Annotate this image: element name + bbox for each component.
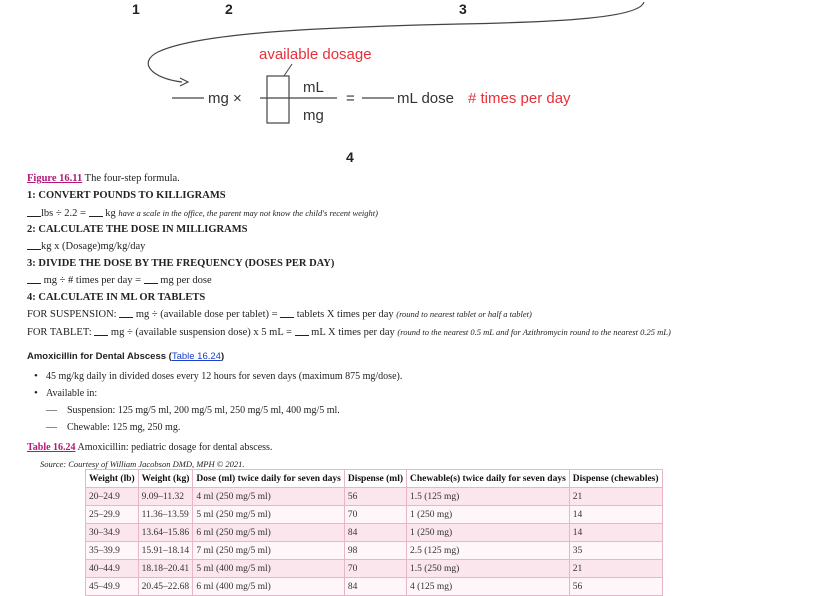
table-source: Source: Courtesy of William Jacobson DMD, MPH © 2021.	[40, 458, 245, 469]
ml-dose-text: mL dose	[397, 90, 454, 107]
table-row	[86, 488, 663, 506]
suspension-line: FOR SUSPENSION: mg ÷ (available dose per tablet) = tablets X times per day (round to nearest tablet or half a tablet)	[27, 309, 532, 321]
table-cell: 35	[569, 542, 662, 560]
step-4-heading: 4: CALCULATE IN ML OR TABLETS	[27, 291, 206, 303]
table-cell: 1.5 (250 mg)	[407, 560, 570, 578]
column-header: Dose (ml) twice daily for seven days	[193, 470, 344, 488]
table-cell: 25–29.9	[86, 506, 139, 524]
figure-link[interactable]: Figure 16.11	[27, 173, 83, 184]
step-3-line: mg ÷ # times per day = mg per dose	[27, 273, 817, 290]
table-row	[86, 524, 663, 542]
table-cell: 20–24.9	[86, 488, 139, 506]
table-cell: 15.91–18.14	[138, 542, 193, 560]
table-cell: 14	[569, 506, 662, 524]
table-row	[86, 542, 663, 560]
table-cell: 14	[569, 524, 662, 542]
table-row	[86, 506, 663, 524]
table-cell: 6 ml (250 mg/5 ml)	[193, 524, 344, 542]
list-item: • Available in: — Suspension: 125 mg/5 ml, 200 mg/5 ml, 250 mg/5 ml, 400 mg/5 ml. — Chewable: 125 mg, 250 mg.	[46, 385, 817, 436]
table-cell: 9.09–11.32	[138, 488, 193, 506]
step-number-4: 4	[346, 149, 354, 165]
step-3-heading: 3: DIVIDE THE DOSE BY THE FREQUENCY (DOSES PER DAY)	[27, 257, 335, 269]
table-cell: 56	[569, 578, 662, 596]
step-number-3: 3	[459, 1, 467, 17]
table-cell: 13.64–15.86	[138, 524, 193, 542]
table-cell: 2.5 (125 mg)	[407, 542, 570, 560]
equals-sign: =	[346, 90, 355, 107]
table-cell: 40–44.9	[86, 560, 139, 578]
column-header: Dispense (ml)	[344, 470, 406, 488]
document-body	[27, 171, 817, 471]
table-cell: 7 ml (250 mg/5 ml)	[193, 542, 344, 560]
table-cell: 20.45–22.68	[138, 578, 193, 596]
amoxicillin-dosage-table	[85, 469, 663, 596]
fraction-box	[267, 76, 289, 123]
four-step-formula-diagram	[0, 0, 829, 170]
table-cell: 11.36–13.59	[138, 506, 193, 524]
step-1-line: lbs ÷ 2.2 = kg have a scale in the office, the parent may not know the child's recent weight)	[27, 205, 817, 223]
table-cell: 5 ml (250 mg/5 ml)	[193, 506, 344, 524]
column-header: Weight (kg)	[138, 470, 193, 488]
table-label-link[interactable]: Table 16.24	[27, 441, 76, 453]
table-cell: 35–39.9	[86, 542, 139, 560]
amoxicillin-bullets	[27, 368, 817, 436]
table-cell: 84	[344, 524, 406, 542]
step-1-note: have a scale in the office, the parent may not know the child's recent weight)	[118, 207, 378, 218]
figure-caption	[27, 171, 817, 188]
amoxicillin-heading: Amoxicillin for Dental Abscess (Table 16.24)	[27, 350, 225, 362]
table-cell: 70	[344, 560, 406, 578]
table-row	[86, 578, 663, 596]
table-cell: 56	[344, 488, 406, 506]
table-caption: Table 16.24 Amoxicillin: pediatric dosage for dental abscess.	[27, 441, 273, 453]
table-cell: 84	[344, 578, 406, 596]
table-cell: 4 ml (250 mg/5 ml)	[193, 488, 344, 506]
pointer-line	[284, 64, 292, 76]
table-cell: 45–49.9	[86, 578, 139, 596]
table-cell: 18.18–20.41	[138, 560, 193, 578]
mg-times-text: mg ×	[208, 90, 242, 107]
table-cell: 21	[569, 560, 662, 578]
column-header: Chewable(s) twice daily for seven days	[407, 470, 570, 488]
table-cell: 1.5 (125 mg)	[407, 488, 570, 506]
table-cell: 1 (250 mg)	[407, 524, 570, 542]
column-header: Dispense (chewables)	[569, 470, 662, 488]
fraction-top: mL	[303, 79, 324, 96]
step-2-heading: 2: CALCULATE THE DOSE IN MILLIGRAMS	[27, 224, 248, 236]
step-number-1: 1	[132, 1, 140, 17]
table-cell: 1 (250 mg)	[407, 506, 570, 524]
figure-caption-text: The four-step formula.	[84, 173, 180, 184]
fraction-bottom: mg	[303, 107, 324, 124]
table-cell: 70	[344, 506, 406, 524]
list-item: — Suspension: 125 mg/5 ml, 200 mg/5 ml, 250 mg/5 ml, 400 mg/5 ml.	[67, 402, 817, 419]
column-header: Weight (lb)	[86, 470, 139, 488]
curved-arrow	[148, 2, 644, 82]
list-item: • 45 mg/kg daily in divided doses every 12 hours for seven days (maximum 875 mg/dose).	[46, 368, 817, 385]
available-dosage-label: available dosage	[259, 46, 372, 63]
table-cell: 30–34.9	[86, 524, 139, 542]
tablet-line: FOR TABLET: mg ÷ (available suspension dose) x 5 mL = mL X times per day (round to the nearest 0.5 mL and for Azithromycin round to the nearest 0.25 mL)	[27, 327, 671, 339]
step-1-heading: 1: CONVERT POUNDS TO KILLIGRAMS	[27, 189, 226, 201]
table-cell: 21	[569, 488, 662, 506]
table-row	[86, 560, 663, 578]
table-cell: 98	[344, 542, 406, 560]
step-number-2: 2	[225, 1, 233, 17]
availability-list	[46, 402, 817, 436]
table-cell: 4 (125 mg)	[407, 578, 570, 596]
step-2-line: kg x (Dosage)mg/kg/day	[27, 239, 817, 256]
times-per-day-text: # times per day	[468, 90, 571, 107]
table-16-24-link[interactable]: Table 16.24	[171, 350, 221, 362]
table-header-row	[86, 470, 663, 488]
table-cell: 5 ml (400 mg/5 ml)	[193, 560, 344, 578]
list-item: — Chewable: 125 mg, 250 mg.	[67, 419, 817, 436]
table-cell: 6 ml (400 mg/5 ml)	[193, 578, 344, 596]
